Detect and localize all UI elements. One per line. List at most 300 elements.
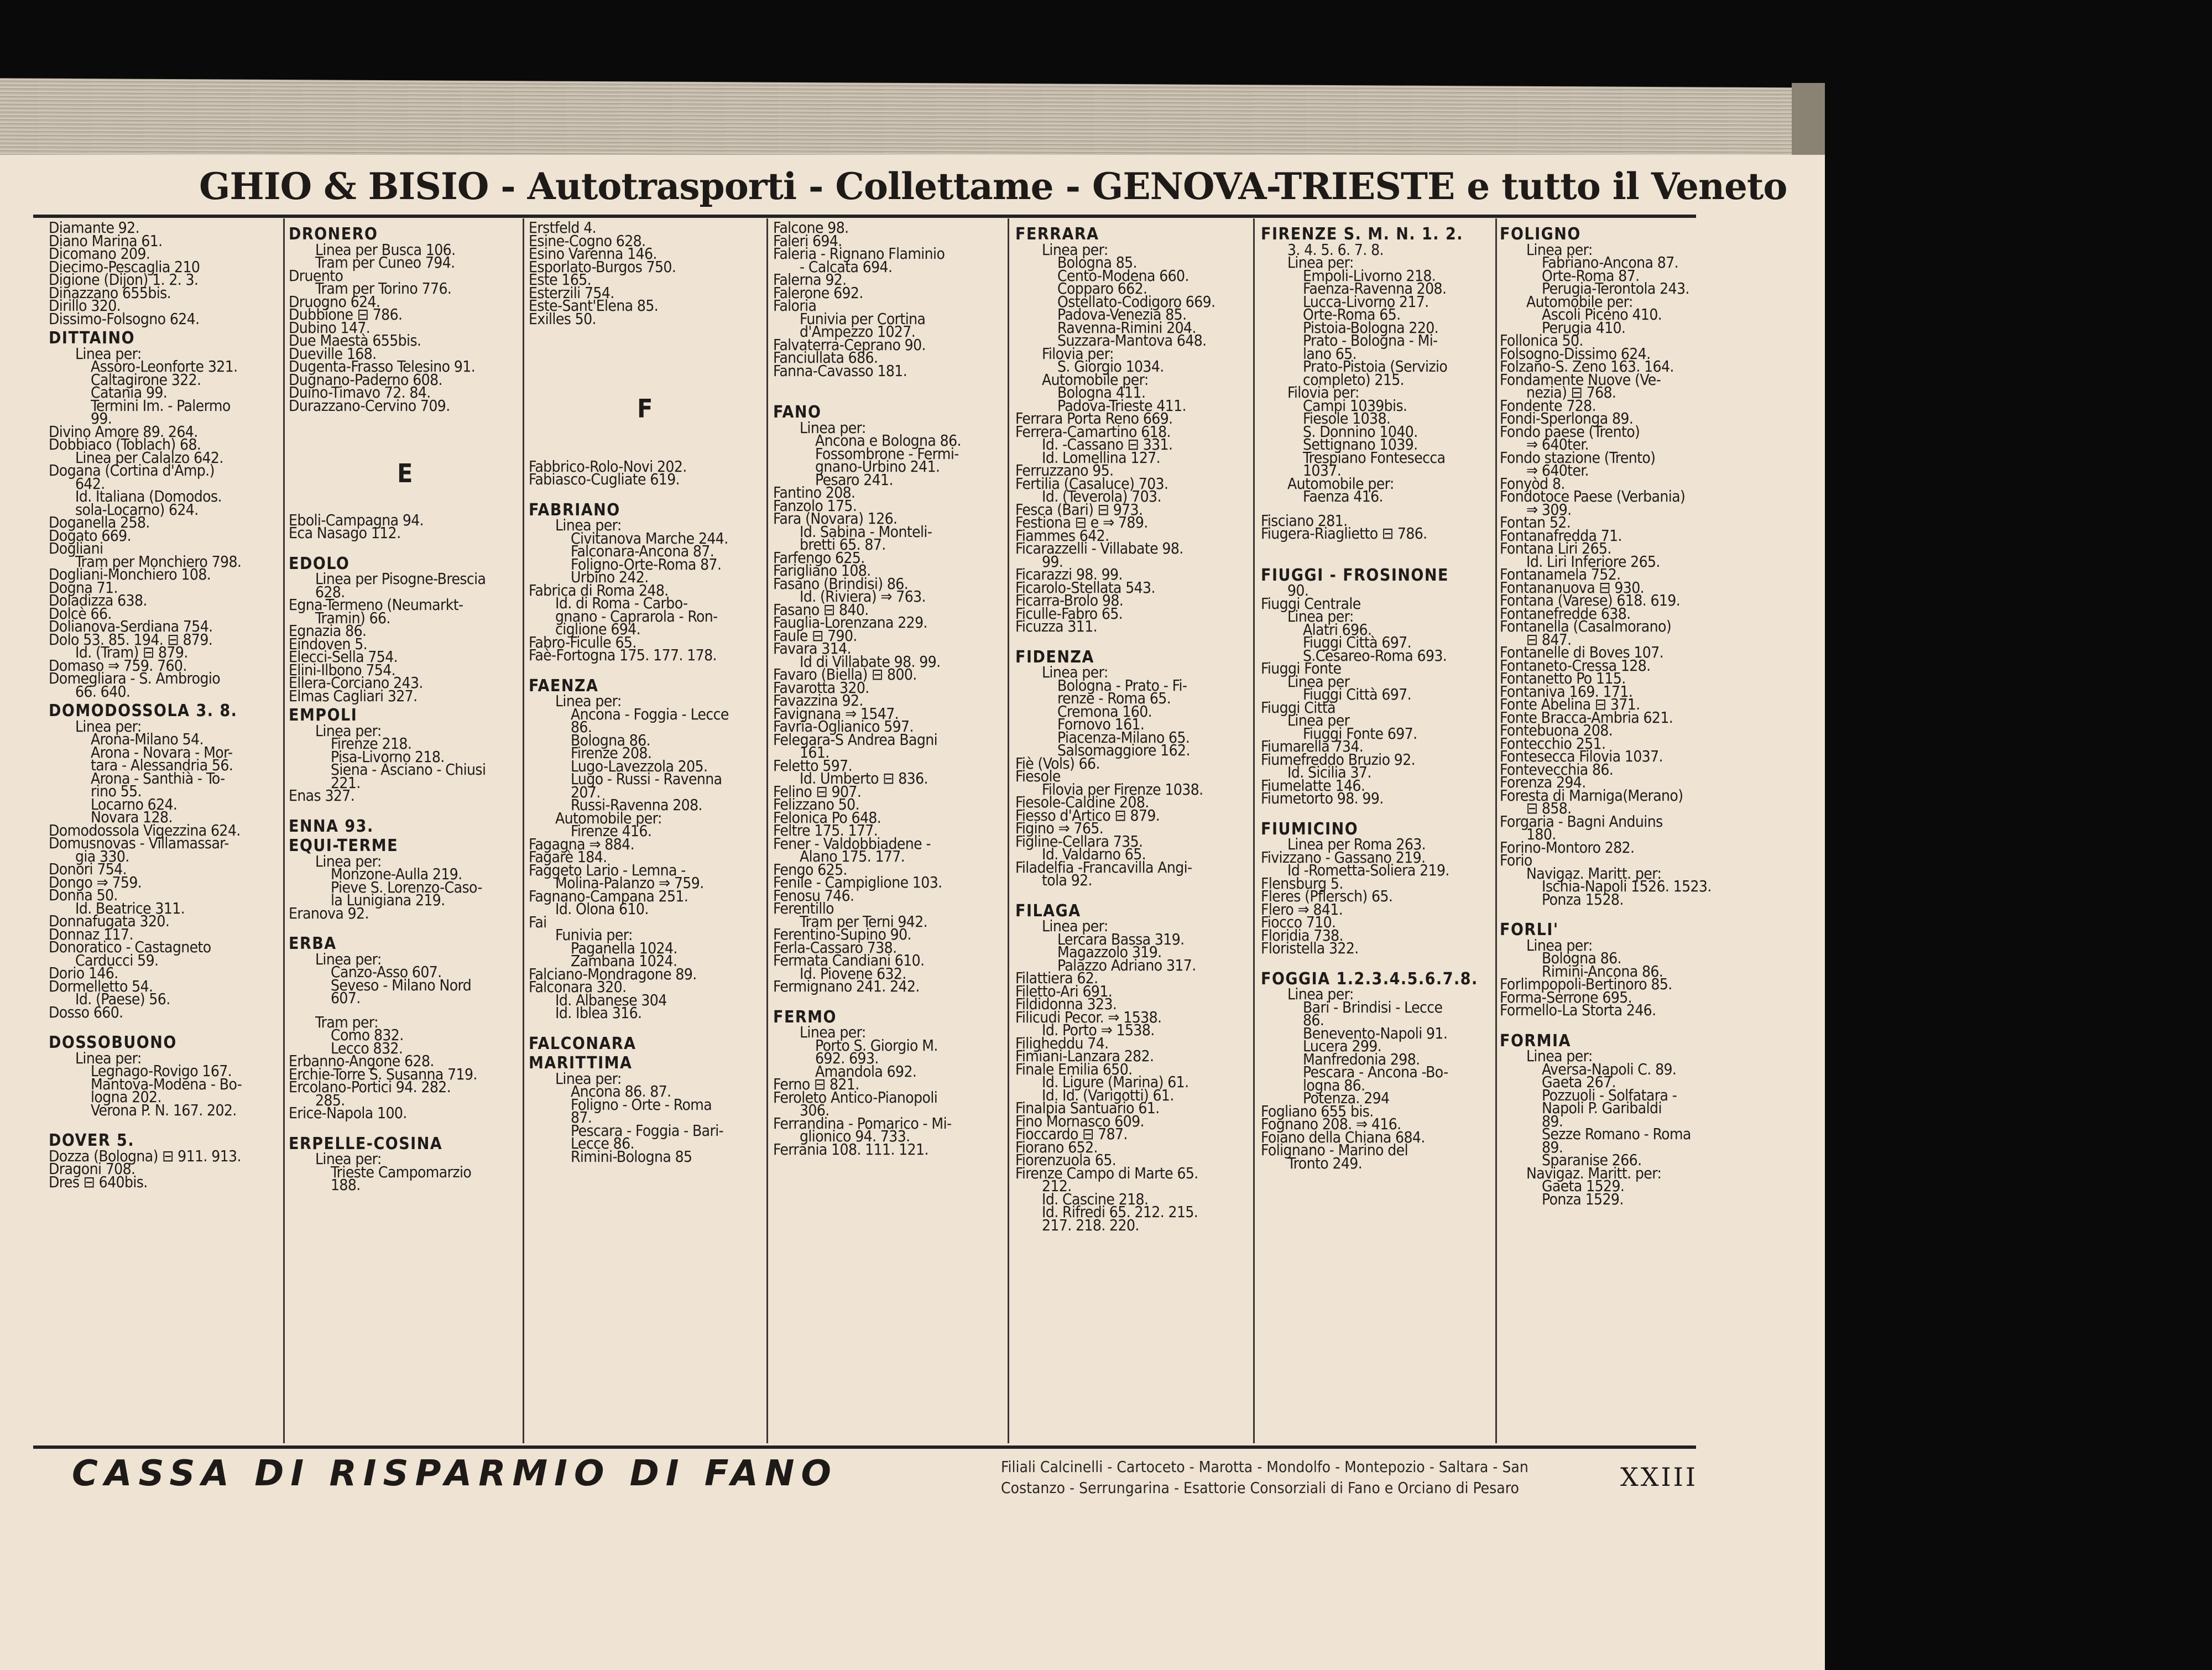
- sub-entry: Tram per Torino 776.: [315, 279, 452, 298]
- sub-entry: Linea per:: [1042, 917, 1108, 935]
- index-entry: Duino-Timavo 72. 84.: [289, 383, 431, 401]
- route-entry: 207.: [571, 782, 601, 801]
- index-entry: Fanna-Cavasso 181.: [773, 361, 907, 380]
- route-entry: Bologna 86.: [1542, 949, 1621, 967]
- index-entry: Ficarolo-Stellata 543.: [1015, 578, 1155, 597]
- sub-entry: Id. Lomellina 127.: [1042, 448, 1161, 467]
- route-entry: Pisa-Livorno 218.: [331, 747, 445, 766]
- column-7: [1500, 221, 1732, 1438]
- index-entry: Fontan 52.: [1500, 513, 1571, 531]
- index-entry: Farigliano 108.: [773, 561, 871, 580]
- route-entry: Fiuggi Città 697.: [1303, 685, 1412, 703]
- route-entry: Trieste Campomarzio: [331, 1162, 472, 1181]
- station-heading: FIUGGI - FROSINONE: [1261, 565, 1449, 585]
- index-entry: Falvaterra-Ceprano 90.: [773, 335, 926, 354]
- index-entry: Fiesole: [1015, 767, 1061, 785]
- sub-entry: 99.: [1042, 552, 1063, 571]
- route-entry: tara - Alessandria 56.: [91, 756, 233, 774]
- sub-entry: Linea per:: [800, 1023, 866, 1041]
- route-entry: Padova-Trieste 411.: [1057, 396, 1186, 415]
- route-entry: Foligno - Orte - Roma: [571, 1095, 712, 1114]
- index-entry: Felegara-S Andrea Bagni: [773, 730, 938, 749]
- route-entry: Russi-Ravenna 208.: [571, 796, 702, 814]
- index-entry: Farfengo 625.: [773, 548, 865, 567]
- sub-entry: Linea per:: [315, 852, 382, 870]
- route-entry: Fiuggi Città 697.: [1303, 633, 1412, 651]
- sub-entry: Linea per:: [315, 949, 382, 968]
- index-entry: Dolo 53. 85. 194. ⊟ 879.: [49, 630, 213, 649]
- index-entry: Fontanetto Po 115.: [1500, 669, 1626, 687]
- route-entry: Pesaro 241.: [815, 470, 893, 489]
- sub-entry: Id. Liri Inferiore 265.: [1526, 552, 1660, 571]
- route-entry: Termini Im. - Palermo: [91, 396, 231, 415]
- index-entry: Favarotta 320.: [773, 678, 869, 697]
- route-entry: Legnago-Rovigo 167.: [91, 1062, 232, 1080]
- route-entry: S. Donnino 1040.: [1303, 422, 1418, 441]
- index-entry: Fontaneto-Cressa 128.: [1500, 656, 1651, 675]
- route-entry: Prato - Bologna - Mi-: [1303, 331, 1438, 349]
- route-entry: Bari - Brindisi - Lecce: [1303, 998, 1443, 1016]
- index-entry: Dozza (Bologna) ⊟ 911. 913.: [49, 1146, 241, 1165]
- spacer: [289, 434, 521, 445]
- column-1: [49, 221, 281, 1438]
- sub-entry: Filovia per:: [1042, 344, 1114, 363]
- index-entry: Dogna 71.: [49, 578, 118, 597]
- station-heading: FILAGA: [1015, 901, 1081, 921]
- sub-entry: Id. Olona 610.: [555, 900, 649, 918]
- column-4: [773, 221, 1005, 1438]
- sub-entry: Linea per:: [1287, 253, 1354, 272]
- route-entry: Catania 99.: [91, 383, 168, 401]
- page-number: XXIII: [1620, 1462, 1698, 1492]
- index-entry: Dogliani: [49, 539, 103, 557]
- sub-entry: Id. Piovene 632.: [800, 964, 906, 983]
- index-entry: Forlimpopoli-Bertinoro 85.: [1500, 975, 1672, 993]
- sub-entry: Linea per:: [555, 692, 622, 710]
- index-entry: Favignana ⇒ 1547.: [773, 704, 899, 723]
- index-entry: Fiocco 710.: [1261, 913, 1336, 931]
- route-entry: Porto S. Giorgio M.: [815, 1036, 938, 1055]
- route-entry: Arona - Santhià - To-: [91, 769, 225, 787]
- sub-entry: Linea per:: [75, 344, 142, 363]
- route-entry: Zambana 1024.: [571, 952, 677, 970]
- route-entry: Perugia 410.: [1542, 318, 1626, 337]
- index-entry: Exilles 50.: [529, 309, 596, 328]
- index-entry: Dubbione ⊟ 786.: [289, 305, 403, 323]
- route-entry: 692. 693.: [815, 1049, 879, 1067]
- index-entry: Dolianova-Serdiana 754.: [49, 617, 213, 635]
- index-entry: Dres ⊟ 640bis.: [49, 1172, 148, 1191]
- index-entry: Felizzano 50.: [773, 795, 859, 813]
- sub-entry: Id -Rometta-Soliera 219.: [1287, 861, 1449, 879]
- index-entry: Fiuggi Fonte: [1261, 659, 1342, 677]
- index-entry: Ferentillo: [773, 899, 834, 917]
- index-entry: Fanciullata 686.: [773, 348, 878, 367]
- route-entry: Palazzo Adriano 317.: [1057, 956, 1196, 974]
- sub-entry: Tram per Cuneo 794.: [315, 253, 455, 272]
- index-entry: Domusnovas - Villamassar-: [49, 834, 229, 852]
- index-entry: Ficarazzelli - Villabate 98.: [1015, 539, 1183, 557]
- route-entry: Benevento-Napoli 91.: [1303, 1024, 1448, 1042]
- index-entry: Follonica 50.: [1500, 331, 1583, 349]
- index-entry: Ferno ⊟ 821.: [773, 1075, 859, 1093]
- route-entry: Pescara - Foggia - Bari-: [571, 1121, 724, 1140]
- index-entry: Dicomano 209.: [49, 244, 150, 263]
- index-entry: Fontecchio 251.: [1500, 734, 1606, 753]
- index-entry: Erbanno-Angone 628.: [289, 1052, 434, 1070]
- index-entry: Druento: [289, 266, 343, 285]
- column-divider-4: [1008, 218, 1009, 1443]
- index-entry: Fondi-Sperlonga 89.: [1500, 409, 1634, 427]
- index-entry: Doladizza 638.: [49, 591, 147, 609]
- index-entry: Dosso 660.: [49, 1003, 123, 1021]
- station-heading: DOSSOBUONO: [49, 1033, 177, 1052]
- index-entry: Festiona ⊟ e ⇒ 789.: [1015, 513, 1148, 531]
- index-entry: Figline-Cellara 735.: [1015, 832, 1143, 850]
- route-entry: Pistoia-Bologna 220.: [1303, 318, 1439, 337]
- index-entry: Esino Varenna 146.: [529, 244, 657, 263]
- index-entry: Filigheddu 74.: [1015, 1034, 1109, 1052]
- route-entry: Como 832.: [331, 1026, 404, 1044]
- index-entry: Eranova 92.: [289, 904, 369, 922]
- sub-entry: Tram per Monchiero 798.: [75, 552, 242, 571]
- index-entry: Fognano 208. ⇒ 416.: [1261, 1115, 1401, 1133]
- route-entry: Assoro-Leonforte 321.: [91, 357, 238, 375]
- index-entry: Floridia 738.: [1261, 926, 1343, 944]
- index-entry: Fleres (Pflersch) 65.: [1261, 887, 1393, 905]
- route-entry: Settignano 1039.: [1303, 435, 1418, 453]
- index-entry: Este-Sant'Elena 85.: [529, 296, 659, 315]
- index-entry: Fanzolo 175.: [773, 496, 857, 515]
- route-entry: Pozzuoli - Solfatara -: [1542, 1086, 1677, 1104]
- index-entry: Fabrica di Roma 248.: [529, 581, 669, 599]
- route-entry: Gaeta 1529.: [1542, 1177, 1625, 1195]
- index-entry: Dueville 168.: [289, 344, 377, 363]
- route-entry: Alatri 696.: [1303, 620, 1372, 639]
- index-entry: Fara (Novara) 126.: [773, 509, 898, 528]
- sub-entry: Linea per Roma 263.: [1287, 835, 1426, 853]
- sub-entry: 212.: [1042, 1177, 1072, 1195]
- index-entry: Fertilia (Casaluce) 703.: [1015, 474, 1168, 493]
- route-entry: gnano-Urbino 241.: [815, 457, 940, 476]
- route-entry: 99.: [91, 409, 112, 427]
- route-entry: S. Giorgio 1034.: [1057, 357, 1164, 375]
- route-entry: Sparanise 266.: [1542, 1151, 1642, 1169]
- route-entry: 607.: [331, 989, 361, 1007]
- route-entry: Paganella 1024.: [571, 938, 677, 957]
- sub-entry: Linea per:: [1526, 936, 1593, 954]
- index-entry: Dogato 669.: [49, 526, 131, 545]
- index-entry: Fenile - Campiglione 103.: [773, 873, 942, 891]
- sub-entry: Linea per Calalzo 642.: [75, 448, 223, 467]
- route-entry: Empoli-Livorno 218.: [1303, 266, 1436, 285]
- route-entry: Ponza 1529.: [1542, 1189, 1624, 1208]
- route-entry: Pescara - Ancona -Bo-: [1303, 1063, 1448, 1081]
- route-entry: logna 202.: [91, 1088, 161, 1106]
- page-footer: [50, 1450, 1764, 1511]
- index-entry: Felino ⊟ 907.: [773, 782, 862, 801]
- route-entry: Lugo-Lavezzola 205.: [571, 756, 708, 775]
- index-entry: Fauglia-Lorenzana 229.: [773, 613, 927, 632]
- station-heading: FORMIA: [1500, 1031, 1571, 1051]
- index-entry: Fiè (Vols) 66.: [1015, 754, 1100, 773]
- route-entry: Urbino 242.: [571, 568, 649, 586]
- route-entry: Lugo - Russi - Ravenna: [571, 770, 722, 788]
- index-entry: Diecimo-Pescaglia 210: [49, 257, 200, 276]
- route-entry: Cento-Modena 660.: [1057, 266, 1189, 285]
- route-entry: Salsomaggiore 162.: [1057, 741, 1190, 759]
- spacer: [529, 358, 761, 369]
- index-entry: Dolcè 66.: [49, 604, 112, 623]
- sub-entry: Tram per Terni 942.: [800, 912, 928, 931]
- letter-heading: E: [397, 458, 413, 488]
- sub-entry: Funivia per:: [555, 926, 633, 944]
- index-entry: Fondente 728.: [1500, 396, 1596, 415]
- sub-entry: Linea per:: [1042, 663, 1108, 681]
- route-entry: Bologna 85.: [1057, 253, 1137, 272]
- route-entry: Fabriano-Ancona 87.: [1542, 253, 1679, 272]
- sub-entry: ⊟ 858.: [1526, 799, 1572, 817]
- route-entry: 89.: [1542, 1111, 1563, 1130]
- column-2: [289, 221, 521, 1438]
- index-entry: Fesca (Bari) ⊟ 973.: [1015, 500, 1143, 519]
- route-entry: Magazzolo 319.: [1057, 943, 1162, 961]
- index-entry: Formello-La Storta 246.: [1500, 1001, 1656, 1019]
- sub-entry: Id. Ligure (Marina) 61.: [1042, 1073, 1189, 1091]
- index-entry: Ferla-Cassaro 738.: [773, 938, 897, 957]
- column-divider-1: [283, 218, 285, 1443]
- index-entry: Fiammes 642.: [1015, 526, 1109, 545]
- route-entry: Orte-Roma 87.: [1542, 266, 1640, 285]
- index-entry: Filadelfia -Francavilla Angi-: [1015, 858, 1192, 876]
- spacer: [529, 347, 761, 358]
- spacer: [529, 336, 761, 347]
- index-entry: Fiumefreddo Bruzio 92.: [1261, 750, 1416, 769]
- spacer: [1261, 551, 1493, 562]
- index-entry: Fontaniva 169. 171.: [1500, 682, 1633, 701]
- index-entry: Fasano (Brindisi) 86.: [773, 574, 909, 593]
- index-entry: Foresta di Marniga(Merano): [1500, 786, 1683, 805]
- sub-entry: Linea per:: [1287, 985, 1354, 1003]
- index-entry: Dragoni 708.: [49, 1160, 135, 1178]
- route-entry: Orte-Roma 65.: [1303, 305, 1401, 323]
- route-entry: Campi 1039bis.: [1303, 396, 1407, 415]
- spacer: [529, 369, 761, 380]
- index-entry: Fioccardo ⊟ 787.: [1015, 1125, 1128, 1143]
- route-entry: Arona - Novara - Mor-: [91, 743, 233, 761]
- station-heading: ERPELLE-COSINA: [289, 1134, 443, 1154]
- route-entry: Ascoli Piceno 410.: [1542, 305, 1662, 323]
- index-entry: Fontana Liri 265.: [1500, 539, 1611, 557]
- route-entry: 188.: [331, 1176, 361, 1194]
- sub-entry: Id. di Roma - Carbo-: [555, 594, 688, 612]
- index-entry: Dongo ⇒ 759.: [49, 873, 142, 891]
- sub-entry: 217. 218. 220.: [1042, 1215, 1139, 1234]
- route-entry: Trespiano Fontesecca: [1303, 448, 1446, 467]
- station-heading: FABRIANO: [529, 500, 620, 520]
- index-entry: Fondo paese (Trento): [1500, 422, 1640, 441]
- page-header: GHIO & BISIO - Autotrasporti - Collettame - GENOVA-TRIESTE e tutto il Veneto: [199, 165, 1787, 208]
- sub-entry: Alano 175. 177.: [800, 847, 905, 865]
- station-heading: FIRENZE S. M. N. 1. 2.: [1261, 225, 1463, 244]
- sub-entry: glionico 94. 733.: [800, 1127, 910, 1145]
- sub-entry: Id. Beatrice 311.: [75, 899, 185, 917]
- sub-entry: Automobile per:: [555, 808, 662, 827]
- station-heading: FIUMICINO: [1261, 819, 1359, 839]
- sub-entry: Carducci 59.: [75, 951, 159, 969]
- index-entry: Elini-Ilbono 754.: [289, 660, 396, 679]
- route-entry: Suzzara-Mantova 648.: [1057, 331, 1207, 349]
- index-entry: Firenze Campo di Marte 65.: [1015, 1163, 1198, 1182]
- index-entry: Donori 754.: [49, 860, 127, 878]
- index-entry: Due Maestà 655bis.: [289, 331, 421, 349]
- index-entry: Elmas Cagliari 327.: [289, 686, 418, 705]
- index-entry: Forio: [1500, 851, 1532, 869]
- index-entry: Fiorenzuola 65.: [1015, 1151, 1117, 1169]
- index-entry: Druogno 624.: [289, 292, 380, 311]
- sub-entry: Automobile per:: [1042, 370, 1149, 389]
- route-entry: Arona-Milano 54.: [91, 730, 204, 748]
- sub-entry: Id. Valdarno 65.: [1042, 845, 1146, 863]
- route-entry: Civitanova Marche 244.: [571, 529, 728, 547]
- route-entry: Bologna - Prato - Fi-: [1057, 676, 1187, 695]
- index-entry: Ferrara Porta Reno 669.: [1015, 409, 1173, 427]
- index-entry: Fontanella (Casalmorano): [1500, 617, 1672, 635]
- sub-entry: 628.: [315, 582, 345, 601]
- index-entry: Feltre 175. 177.: [773, 821, 878, 839]
- index-entry: Finale Emilia 650.: [1015, 1060, 1133, 1078]
- sub-entry: Linea per: [1287, 711, 1350, 729]
- sub-entry: Tronto 249.: [1287, 1154, 1363, 1172]
- index-entry: Fontanefredde 638.: [1500, 604, 1631, 623]
- station-heading: ERBA: [289, 934, 337, 953]
- sub-entry: 642.: [75, 474, 105, 493]
- index-entry: Fermignano 241. 242.: [773, 977, 920, 995]
- sub-entry: Linea per:: [75, 1048, 142, 1067]
- station-heading: FAENZA: [529, 676, 599, 696]
- sub-entry: Id. Sicilia 37.: [1287, 763, 1371, 781]
- index-entry: Ferruzzano 95.: [1015, 461, 1114, 479]
- index-entry: Fonte Abelina ⊟ 371.: [1500, 695, 1640, 713]
- sub-entry: Linea per: [1287, 672, 1350, 691]
- index-entry: Ficarra-Brolo 98.: [1015, 591, 1124, 609]
- index-entry: Feroleto Antico-Pianopoli: [773, 1088, 938, 1107]
- sub-entry: Linea per:: [315, 1150, 382, 1168]
- index-entry: Fonyòd 8.: [1500, 474, 1565, 493]
- index-entry: Fisciano 281.: [1261, 511, 1348, 530]
- sub-entry: Id. Cascine 218.: [1042, 1189, 1149, 1208]
- index-entry: Divino Amore 89. 264.: [49, 422, 198, 441]
- index-entry: Figino ⇒ 765.: [1015, 819, 1104, 837]
- route-entry: Firenze 208.: [571, 744, 652, 762]
- station-heading: FALCONARA: [529, 1034, 637, 1053]
- route-entry: Siena - Asciano - Chiusi: [331, 760, 486, 779]
- index-entry: Dubino 147.: [289, 318, 371, 337]
- sub-entry: Id. Italiana (Domodos.: [75, 487, 222, 505]
- route-entry: Pieve S. Lorenzo-Caso-: [331, 878, 482, 896]
- index-entry: Flero ⇒ 841.: [1261, 900, 1343, 919]
- sub-entry: ⇒ 309.: [1526, 500, 1572, 519]
- sub-entry: gia 330.: [75, 847, 129, 865]
- column-divider-5: [1253, 218, 1255, 1443]
- index-entry: Favaro (Biella) ⊟ 800.: [773, 665, 917, 683]
- index-entry: Favazzina 92.: [773, 691, 863, 709]
- index-entry: Faule ⊟ 790.: [773, 626, 857, 645]
- route-entry: Falconara-Ancona 87.: [571, 542, 714, 560]
- sub-entry: 90.: [1287, 581, 1309, 599]
- sub-entry: Navigaz. Maritt. per:: [1526, 864, 1662, 883]
- station-heading: FANO: [773, 403, 822, 422]
- index-entry: Filetto-Ari 691.: [1015, 982, 1113, 1000]
- index-entry: Fiuggi Centrale: [1261, 594, 1361, 613]
- sub-entry: Id. (Riviera) ⇒ 763.: [800, 587, 926, 606]
- route-entry: Perugia-Terontola 243.: [1542, 279, 1689, 298]
- spacer: [773, 388, 1005, 399]
- route-entry: Lecce 86.: [571, 1134, 634, 1152]
- sub-entry: Id. Porto ⇒ 1538.: [1042, 1021, 1155, 1039]
- index-entry: Durazzano-Cervino 709.: [289, 396, 450, 415]
- index-entry: Faè-Fortogna 175. 177. 178.: [529, 646, 717, 664]
- index-entry: Fildidonna 323.: [1015, 995, 1117, 1013]
- index-entry: Dissimo-Folsogno 624.: [49, 309, 200, 328]
- route-entry: Firenze 416.: [571, 822, 652, 840]
- index-entry: Dirillo 320.: [49, 296, 121, 315]
- sub-entry: Linea per:: [1526, 240, 1593, 259]
- sub-entry: Id. -Cassano ⊟ 331.: [1042, 435, 1173, 453]
- sub-entry: Tram per:: [315, 1013, 379, 1031]
- index-entry: Favria-Oglianico 597.: [773, 717, 914, 735]
- index-entry: Fontananuova ⊟ 930.: [1500, 578, 1645, 597]
- route-entry: Verona P. N. 167. 202.: [91, 1100, 237, 1119]
- route-entry: Fossombrone - Fermi-: [815, 444, 959, 463]
- route-entry: 86.: [1303, 1011, 1324, 1029]
- index-entry: Ercolano-Portici 94. 282.: [289, 1078, 451, 1096]
- column-divider-2: [523, 218, 524, 1443]
- index-entry: Fiumarella 734.: [1261, 737, 1364, 755]
- index-entry: Dogliani-Monchiero 108.: [49, 565, 211, 583]
- sub-entry: Id. Id. (Varigotti) 61.: [1042, 1086, 1174, 1104]
- column-divider-6: [1495, 218, 1497, 1443]
- sub-entry: Linea per:: [1287, 607, 1354, 625]
- footer-line-1: Filiali Calcinelli - Cartoceto - Marotta - Mondolfo - Montepozio - Saltara - San: [1001, 1458, 1528, 1476]
- index-entry: Fino Mornasco 609.: [1015, 1111, 1144, 1130]
- index-entry: Faloria: [773, 296, 817, 315]
- index-entry: Falciano-Mondragone 89.: [529, 964, 697, 983]
- index-entry: Fondo stazione (Trento): [1500, 448, 1656, 467]
- index-entry: Esporlato-Burgos 750.: [529, 257, 676, 276]
- route-entry: Potenza. 294: [1303, 1089, 1390, 1107]
- column-divider-3: [766, 218, 768, 1443]
- route-entry: Gaeta 267.: [1542, 1073, 1616, 1091]
- index-entry: Fiorano 652.: [1015, 1137, 1098, 1156]
- sub-entry: nezia) ⊟ 768.: [1526, 383, 1616, 401]
- index-entry: Dinazzano 655bis.: [49, 283, 171, 302]
- index-entry: Fiumelatte 146.: [1261, 776, 1365, 795]
- index-entry: Ficulle-Fabro 65.: [1015, 604, 1123, 623]
- letter-heading: F: [637, 394, 653, 424]
- route-entry: Lercara Bassa 319.: [1057, 930, 1185, 948]
- index-entry: Fontanamela 752.: [1500, 565, 1621, 583]
- sub-entry: 3. 4. 5. 6. 7. 8.: [1287, 240, 1384, 259]
- index-entry: Ficarazzi 98. 99.: [1015, 565, 1123, 583]
- index-entry: Felonica Po 648.: [773, 808, 881, 827]
- index-entry: Domegliara - S. Ambrogio: [49, 669, 221, 687]
- index-entry: Fivizzano - Gassano 219.: [1261, 848, 1426, 867]
- sub-entry: Linea per:: [800, 418, 866, 437]
- route-entry: Rimini-Ancona 86.: [1542, 962, 1663, 980]
- index-entry: Dormelletto 54.: [49, 977, 153, 995]
- sub-entry: 285.: [315, 1090, 345, 1109]
